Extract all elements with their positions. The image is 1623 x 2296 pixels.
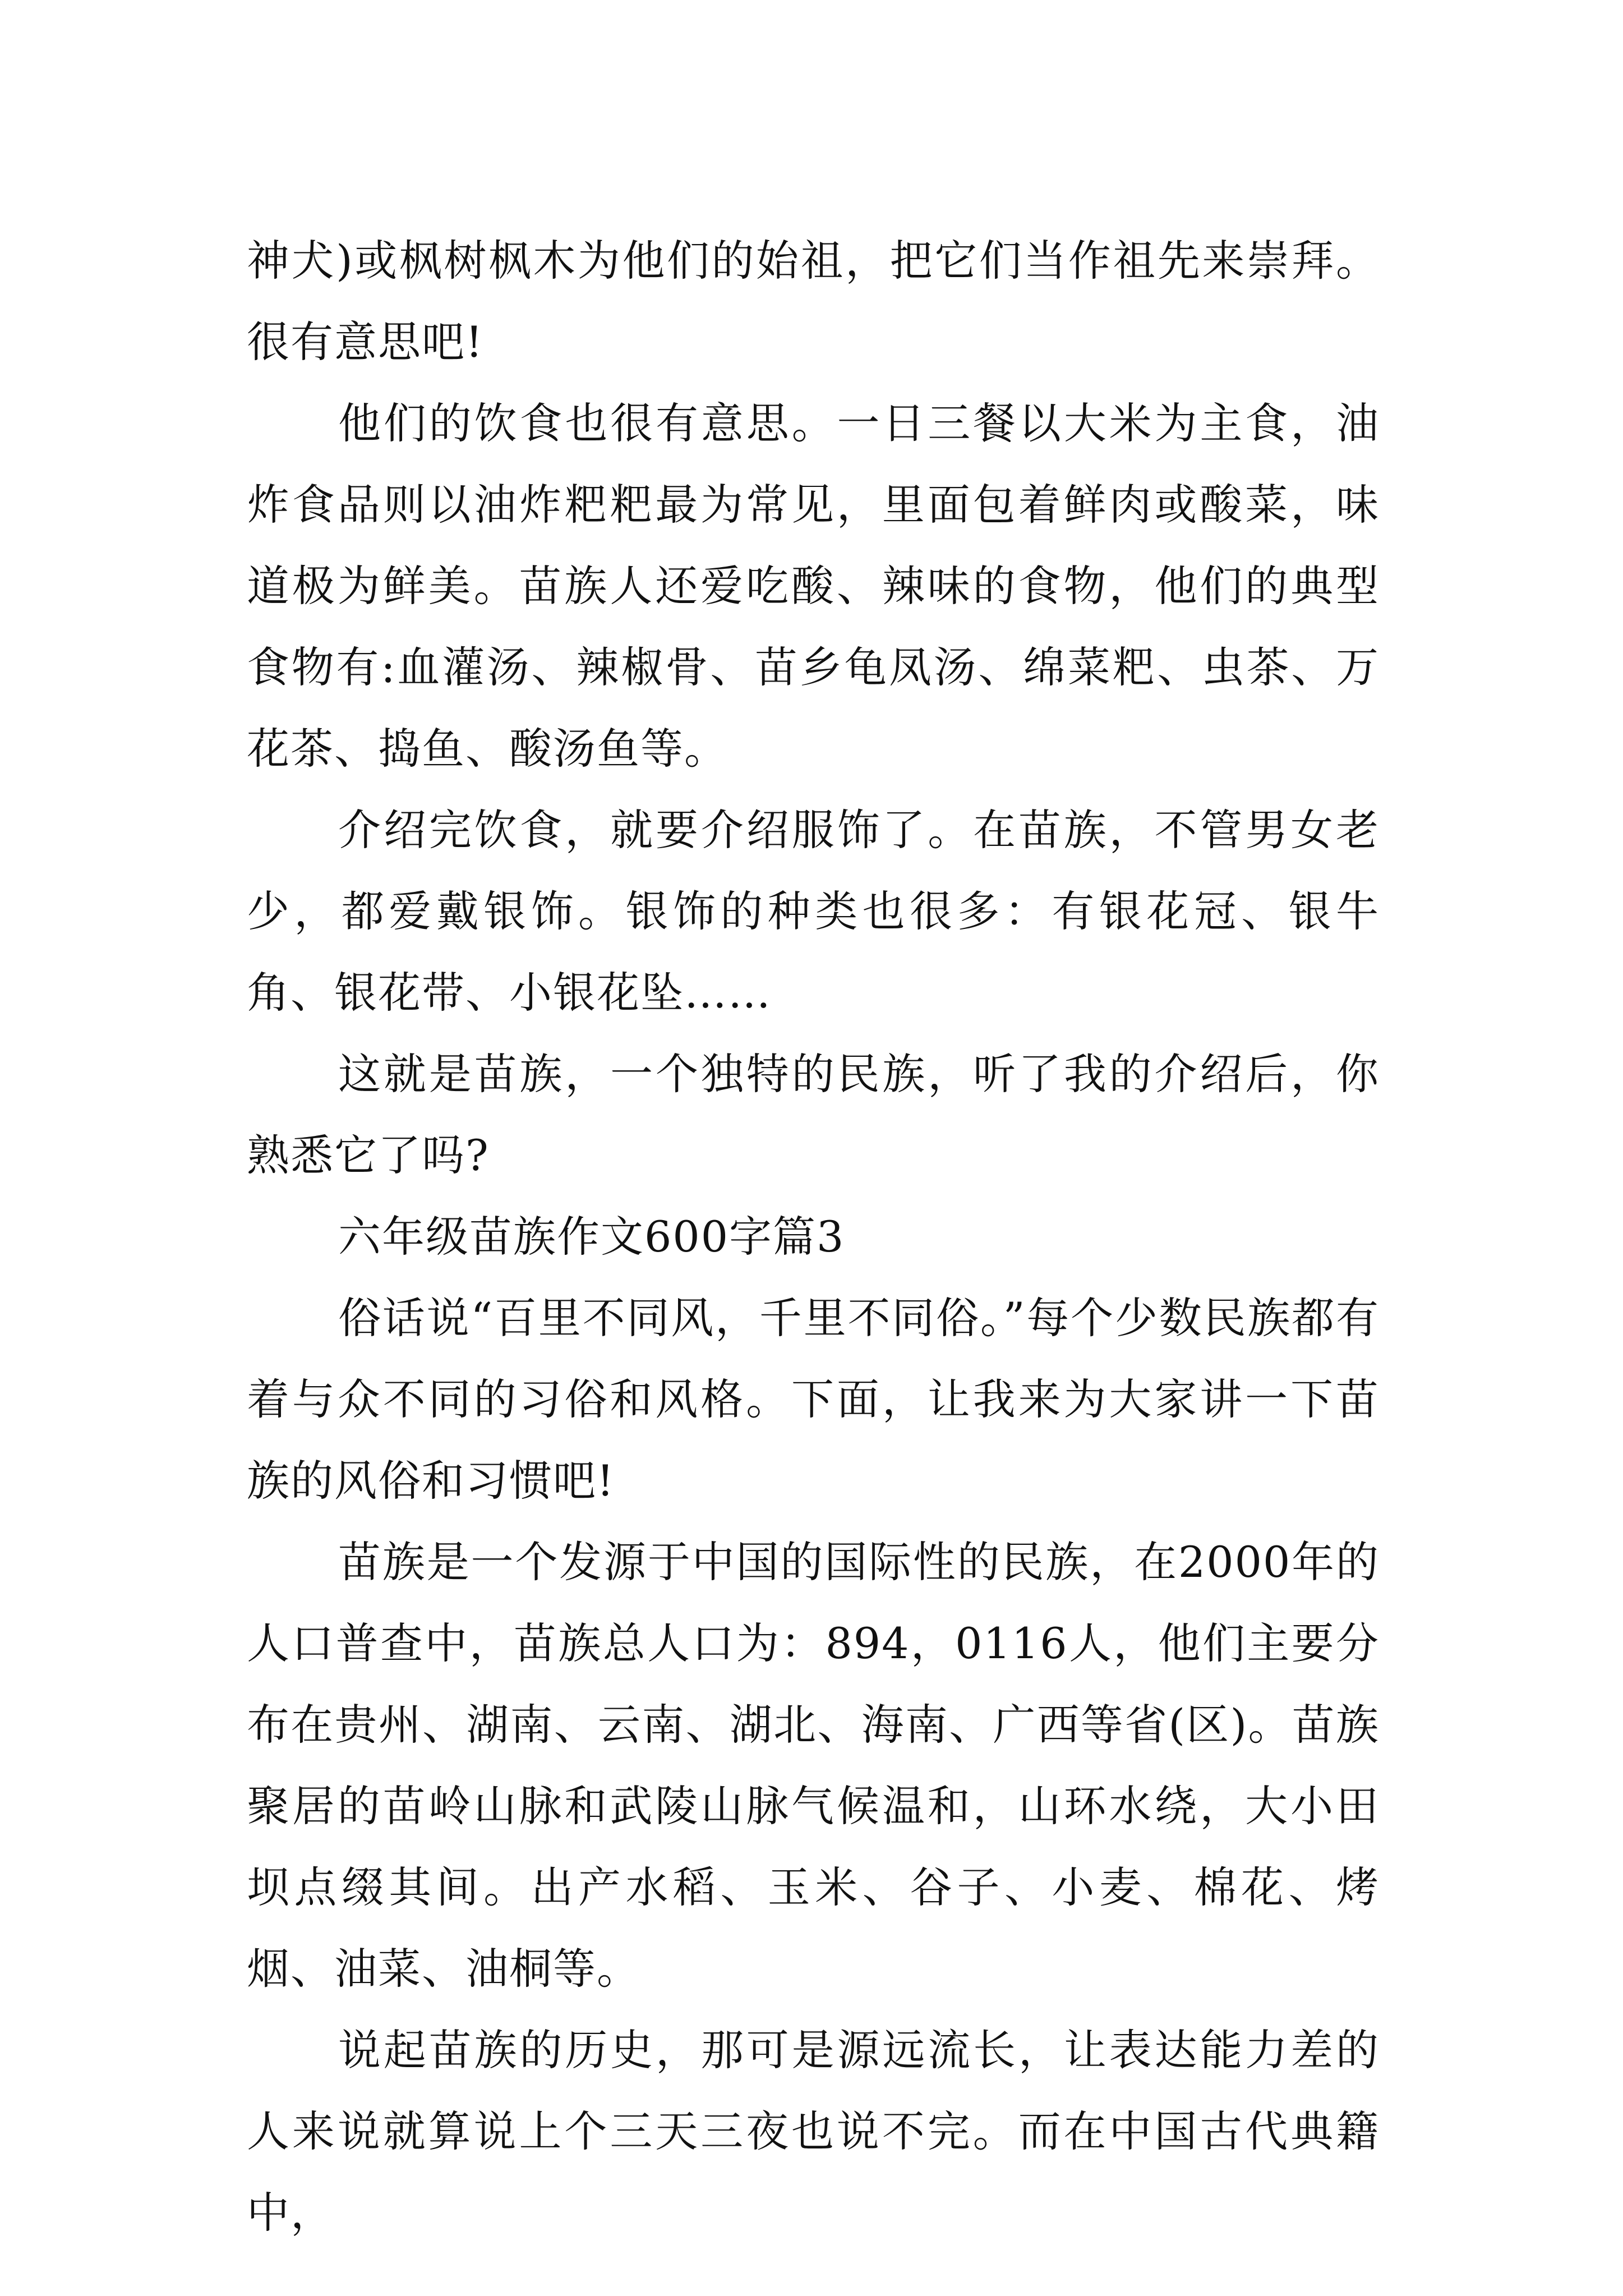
document-body (247, 220, 1380, 2253)
paragraph-2: 他们的饮食也很有意思。一日三餐以大米为主食，油炸食品则以油炸粑粑最为常见，里面包着鲜肉或酸菜，味道极为鲜美。苗族人还爱吃酸、辣味的食物，他们的典型食物有:血灌汤、辣椒骨、苗乡龟凤汤、绵菜粑、虫茶、万花茶、捣鱼、酸汤鱼等。 (247, 398, 1380, 774)
paragraph-4: 这就是苗族，一个独特的民族，听了我的介绍后，你熟悉它了吗? (247, 1049, 1380, 1180)
paragraph-6: 苗族是一个发源于中国的国际性的民族，在2000年的人口普查中，苗族总人口为：894，0116人，他们主要分布在贵州、湖南、云南、湖北、海南、广西等省(区)。苗族聚居的苗岭山脉和武陵山脉气候温和，山环水绕，大小田坝点缀其间。出产水稻、玉米、谷子、小麦、棉花、烤烟、油菜、油桐等。 (247, 1537, 1380, 1994)
paragraph-3: 介绍完饮食，就要介绍服饰了。在苗族，不管男女老少，都爱戴银饰。银饰的种类也很多：有银花冠、银牛角、银花带、小银花坠…… (247, 805, 1380, 1018)
paragraph-5: 俗话说“百里不同风，千里不同俗。”每个少数民族都有着与众不同的习俗和风格。下面，让我来为大家讲一下苗族的风俗和习惯吧! (247, 1293, 1380, 1506)
paragraph-1: 神犬)或枫树枫木为他们的始祖，把它们当作祖先来崇拜。很有意思吧! (247, 236, 1380, 367)
paragraph-7: 说起苗族的历史，那可是源远流长，让表达能力差的人来说就算说上个三天三夜也说不完。而在中国古代典籍中， (247, 2025, 1380, 2238)
section-heading: 六年级苗族作文600字篇3 (338, 1212, 845, 1262)
